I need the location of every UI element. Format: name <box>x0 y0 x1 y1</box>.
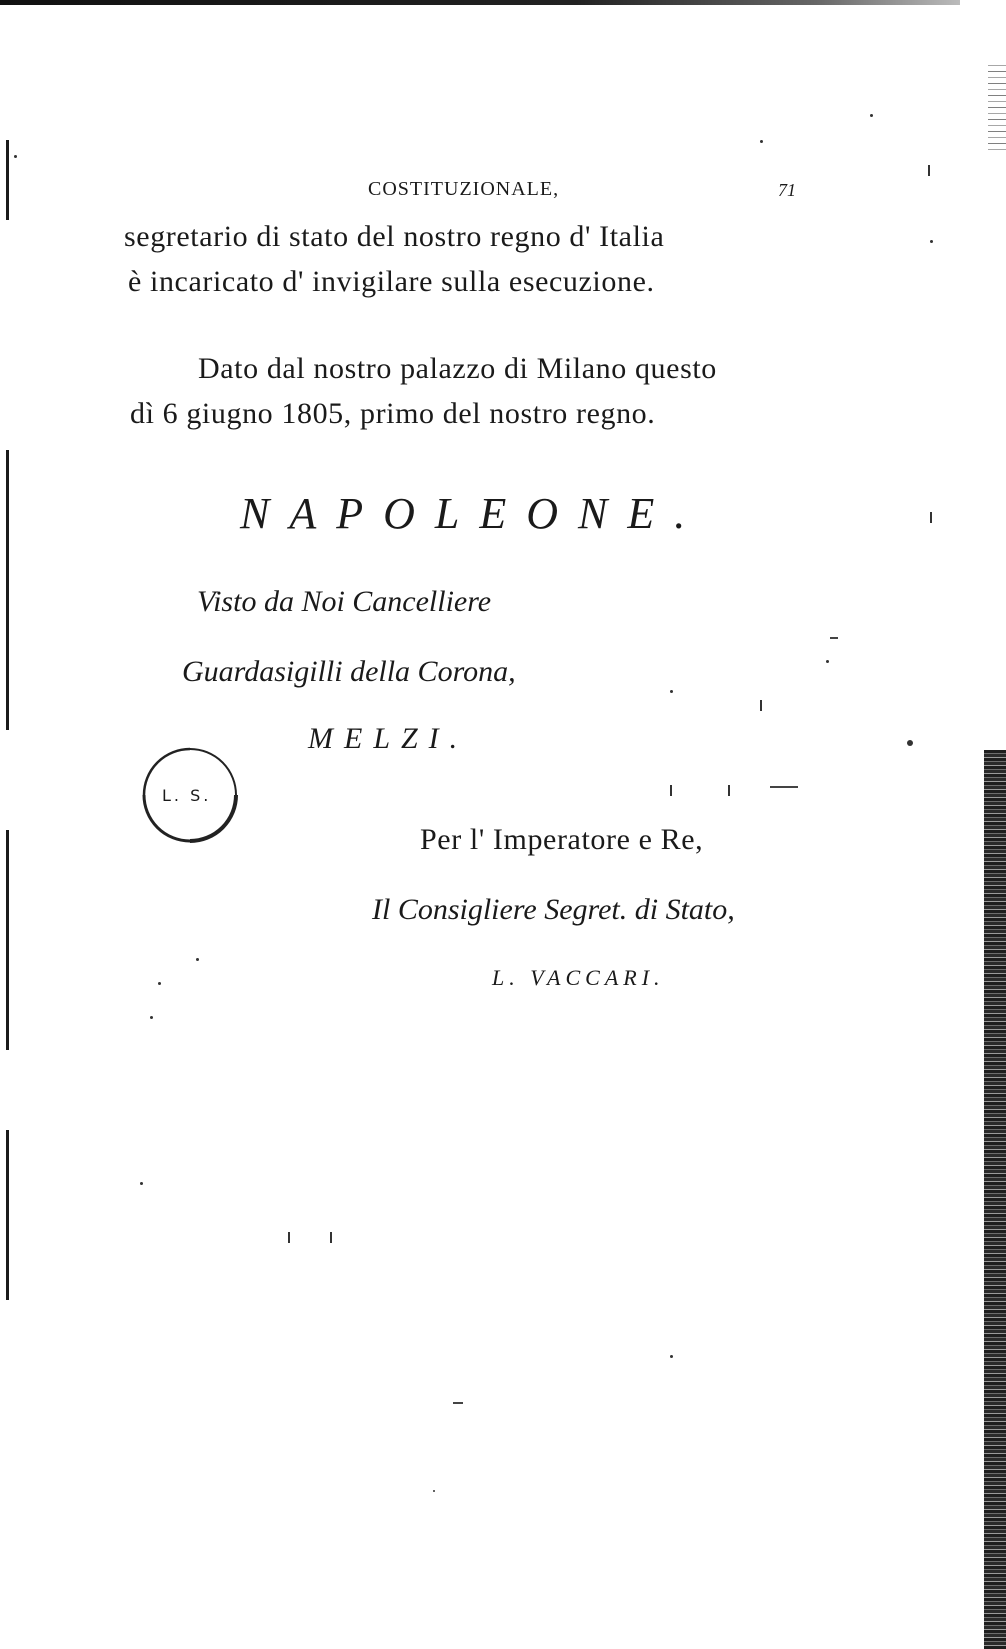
vaccari-signature: L. VACCARI. <box>492 965 665 990</box>
text-line: è incaricato d' invigilare sulla esecuzione. <box>128 265 655 298</box>
scan-speck <box>670 690 673 693</box>
per-line: Per l' Imperatore e Re, <box>420 823 704 856</box>
scan-speck <box>870 114 873 117</box>
scan-speck <box>288 1232 290 1243</box>
scan-speck <box>433 1490 435 1492</box>
page-number: 71 <box>778 180 796 200</box>
scan-speck <box>760 140 763 143</box>
consigliere-line: Il Consigliere Segret. di Stato, <box>372 893 735 926</box>
scan-speck <box>670 1355 673 1358</box>
scan-speck <box>930 512 932 523</box>
scan-left-edge <box>6 1130 9 1300</box>
scan-speck <box>760 700 762 711</box>
scan-speck <box>770 786 798 788</box>
text-line: dì 6 giugno 1805, primo del nostro regno. <box>130 397 656 430</box>
scan-speck <box>453 1402 463 1404</box>
scan-left-edge <box>6 830 9 1050</box>
sovereign-signature: NAPOLEONE. <box>240 489 706 538</box>
scan-speck <box>158 982 161 985</box>
text-line: Dato dal nostro palazzo di Milano questo <box>198 352 717 385</box>
scan-speck <box>826 660 829 663</box>
melzi-signature: MELZI. <box>308 722 469 755</box>
running-head: COSTITUZIONALE, <box>368 178 560 200</box>
scan-speck <box>728 785 730 796</box>
scan-speck <box>14 155 17 158</box>
scan-speck <box>907 740 913 746</box>
scan-speck <box>830 637 838 639</box>
scan-left-edge <box>6 140 9 220</box>
scan-speck <box>330 1232 332 1243</box>
scan-top-rule <box>0 0 960 5</box>
scan-speck <box>930 240 933 243</box>
text-line: segretario di stato del nostro regno d' Italia <box>124 220 665 253</box>
scan-speck <box>670 785 672 796</box>
scan-speck <box>196 958 199 961</box>
scan-right-specks <box>988 60 1006 150</box>
scan-speck <box>928 165 930 176</box>
visto-line: Visto da Noi Cancelliere <box>197 585 492 618</box>
scan-right-edge <box>984 750 1006 1649</box>
scan-left-edge <box>6 450 9 730</box>
guardasigilli-line: Guardasigilli della Corona, <box>182 655 516 688</box>
scan-speck <box>140 1182 143 1185</box>
seal-label: L. S. <box>162 786 212 805</box>
scan-speck <box>150 1016 153 1019</box>
